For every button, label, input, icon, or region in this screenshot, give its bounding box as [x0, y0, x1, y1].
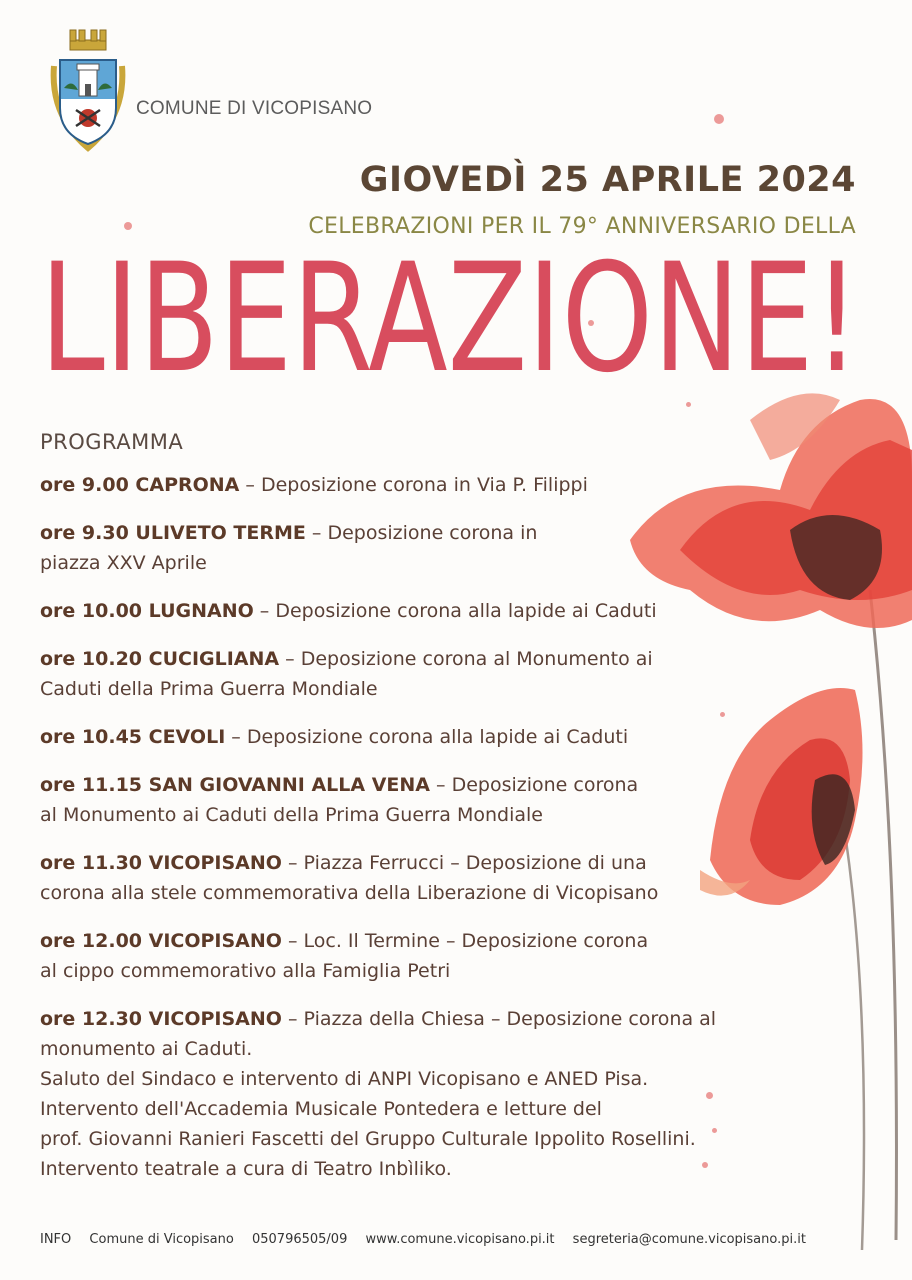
- municipal-crest-icon: [50, 26, 126, 154]
- program-description: – Piazza Ferrucci – Deposizione di una: [281, 852, 647, 874]
- decorative-dot: [124, 222, 132, 230]
- program-description: – Piazza della Chiesa – Deposizione corona al: [281, 1008, 717, 1030]
- program-entry: [40, 596, 760, 626]
- program-time-place: ore 11.30 VICOPISANO: [40, 852, 282, 874]
- program-time-place: ore 10.20 CUCIGLIANA: [40, 648, 280, 670]
- program-description: corona alla stele commemorativa della Liberazione di Vicopisano: [40, 882, 659, 904]
- program-list: [40, 470, 760, 1202]
- program-entry: [40, 722, 760, 752]
- program-description: Intervento dell'Accademia Musicale Pontedera e letture del: [40, 1098, 602, 1120]
- program-description: prof. Giovanni Ranieri Fascetti del Gruppo Culturale Ippolito Rosellini.: [40, 1128, 696, 1150]
- footer-website-link[interactable]: www.comune.vicopisano.pi.it: [365, 1232, 555, 1247]
- program-time-place: ore 9.30 ULIVETO TERME: [40, 522, 306, 544]
- program-description: – Deposizione corona in: [305, 522, 538, 544]
- program-entry: [40, 1004, 760, 1184]
- program-entry: [40, 518, 760, 578]
- program-entry: [40, 470, 760, 500]
- program-entry: [40, 926, 760, 986]
- footer-comune-name: Comune di Vicopisano: [89, 1232, 234, 1247]
- page-title-text: LIBERAZIONE!: [40, 246, 860, 386]
- event-date: GIOVEDÌ 25 APRILE 2024: [359, 160, 856, 200]
- program-description: Saluto del Sindaco e intervento di ANPI Vicopisano e ANED Pisa.: [40, 1068, 649, 1090]
- program-description: al cippo commemorativo alla Famiglia Petri: [40, 960, 451, 982]
- program-description: – Deposizione corona alla lapide ai Caduti: [253, 600, 657, 622]
- decorative-dot: [714, 114, 724, 124]
- program-entry: [40, 644, 760, 704]
- program-time-place: ore 10.45 CEVOLI: [40, 726, 226, 748]
- program-time-place: ore 12.30 VICOPISANO: [40, 1008, 282, 1030]
- program-description: piazza XXV Aprile: [40, 552, 207, 574]
- footer-phone: 050796505/09: [251, 1232, 348, 1247]
- event-subtitle: CELEBRAZIONI PER IL 79° ANNIVERSARIO DELLA: [308, 214, 856, 239]
- program-description: – Deposizione corona al Monumento ai: [279, 648, 653, 670]
- program-entry: [40, 848, 760, 908]
- program-heading: PROGRAMMA: [40, 430, 184, 454]
- program-description: – Deposizione corona in Via P. Filippi: [239, 474, 588, 496]
- program-entry: [40, 770, 760, 830]
- program-description: al Monumento ai Caduti della Prima Guerra Mondiale: [40, 804, 543, 826]
- program-description: – Deposizione corona alla lapide ai Caduti: [225, 726, 629, 748]
- program-description: Intervento teatrale a cura di Teatro Inbìliko.: [40, 1158, 452, 1180]
- program-time-place: ore 10.00 LUGNANO: [40, 600, 254, 622]
- program-description: Caduti della Prima Guerra Mondiale: [40, 678, 378, 700]
- footer-email-link[interactable]: segreteria@comune.vicopisano.pi.it: [572, 1232, 806, 1247]
- footer-info-label: INFO: [40, 1232, 72, 1247]
- program-time-place: ore 11.15 SAN GIOVANNI ALLA VENA: [40, 774, 430, 796]
- program-description: – Deposizione corona: [429, 774, 639, 796]
- footer-info: [40, 1232, 820, 1247]
- municipality-name: COMUNE DI VICOPISANO: [136, 98, 373, 119]
- program-time-place: ore 12.00 VICOPISANO: [40, 930, 282, 952]
- program-time-place: ore 9.00 CAPRONA: [40, 474, 240, 496]
- program-description: – Loc. Il Termine – Deposizione corona: [281, 930, 649, 952]
- program-description: monumento ai Caduti.: [40, 1038, 253, 1060]
